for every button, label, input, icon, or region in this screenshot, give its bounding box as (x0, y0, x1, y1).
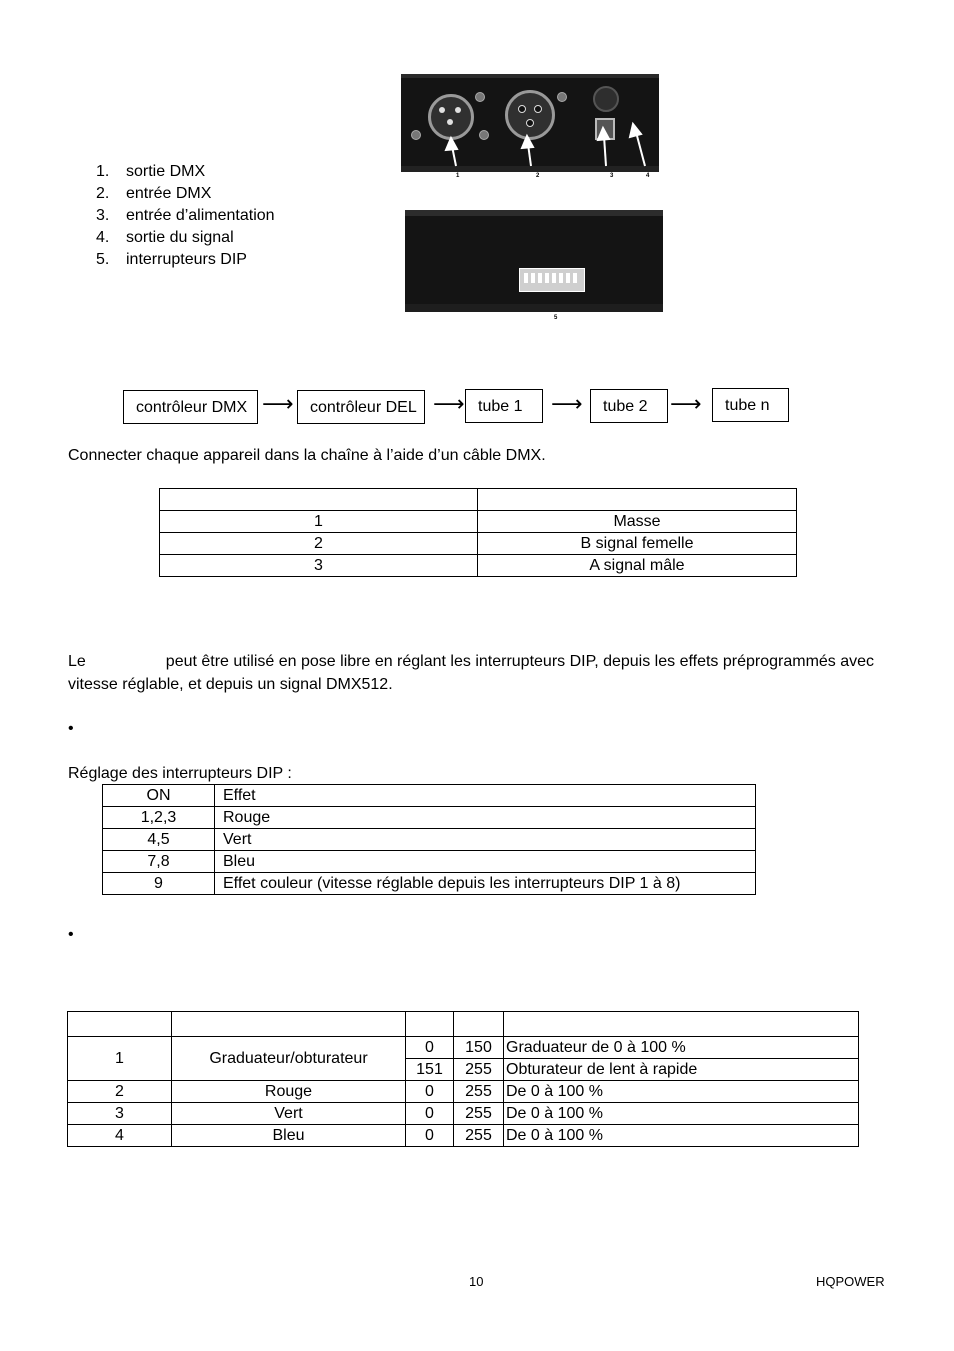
parts-list-item: 2. entrée DMX (96, 185, 212, 202)
dip-caption: Réglage des interrupteurs DIP : (68, 765, 292, 782)
table-row: 1 Masse (160, 511, 797, 533)
figure-number: 2 (536, 173, 540, 179)
device-front-photo (405, 210, 663, 312)
connect-instruction: Connecter chaque appareil dans la chaîne à l’aide d’un câble DMX. (68, 447, 546, 464)
brand-footer: HQPOWER (816, 1274, 885, 1289)
bullet-icon: • (68, 926, 74, 943)
table-row: 2 B signal femelle (160, 533, 797, 555)
table-row: 3 Vert 0 255 De 0 à 100 % (68, 1103, 859, 1125)
figure-number: 5 (554, 315, 558, 321)
table-row: 3 A signal mâle (160, 555, 797, 577)
chain-arrow-icon: ⟶ (433, 391, 465, 416)
parts-list-item: 1. sortie DMX (96, 163, 206, 180)
dip-switch-icon (519, 268, 585, 292)
chain-box-dmx-controller: contrôleur DMX (123, 390, 258, 424)
table-row: 9 Effet couleur (vitesse réglable depuis les interrupteurs DIP 1 à 8) (103, 873, 756, 895)
table-row: 2 Rouge 0 255 De 0 à 100 % (68, 1081, 859, 1103)
table-row: 1,2,3 Rouge (103, 807, 756, 829)
intro-line-1: Le peut être utilisé en pose libre en réglant les interrupteurs DIP, depuis les effets préprogrammés avec (68, 653, 875, 670)
chain-box-tube-1: tube 1 (465, 389, 543, 423)
page-number: 10 (469, 1274, 484, 1289)
dmx-channel-table (67, 1011, 859, 1147)
chain-box-led-controller: contrôleur DEL (297, 390, 425, 424)
intro-line-2: vitesse réglable, et depuis un signal DMX512. (68, 676, 393, 693)
bullet-icon: • (68, 720, 74, 737)
chain-box-tube-2: tube 2 (590, 389, 668, 423)
parts-list-item: 5. interrupteurs DIP (96, 251, 247, 268)
chain-arrow-icon: ⟶ (670, 391, 702, 416)
pin-table (159, 488, 797, 577)
parts-list-item: 3. entrée d’alimentation (96, 207, 275, 224)
chain-box-tube-n: tube n (712, 388, 789, 422)
table-header-row (160, 489, 797, 511)
figure-number: 1 (456, 173, 460, 179)
dip-table (102, 784, 756, 895)
figure-number: 3 (610, 173, 614, 179)
chain-arrow-icon: ⟶ (262, 391, 294, 416)
table-row: 151 255 Obturateur de lent à rapide (68, 1059, 859, 1081)
table-row: 7,8 Bleu (103, 851, 756, 873)
chain-arrow-icon: ⟶ (551, 391, 583, 416)
parts-list-item: 4. sortie du signal (96, 229, 234, 246)
table-row: ON Effet (103, 785, 756, 807)
table-row: 1 Graduateur/obturateur 0 150 Graduateur de 0 à 100 % (68, 1037, 859, 1059)
table-row: 4 Bleu 0 255 De 0 à 100 % (68, 1125, 859, 1147)
figure-number: 4 (646, 173, 650, 179)
table-row: 4,5 Vert (103, 829, 756, 851)
table-header-row (68, 1012, 859, 1037)
